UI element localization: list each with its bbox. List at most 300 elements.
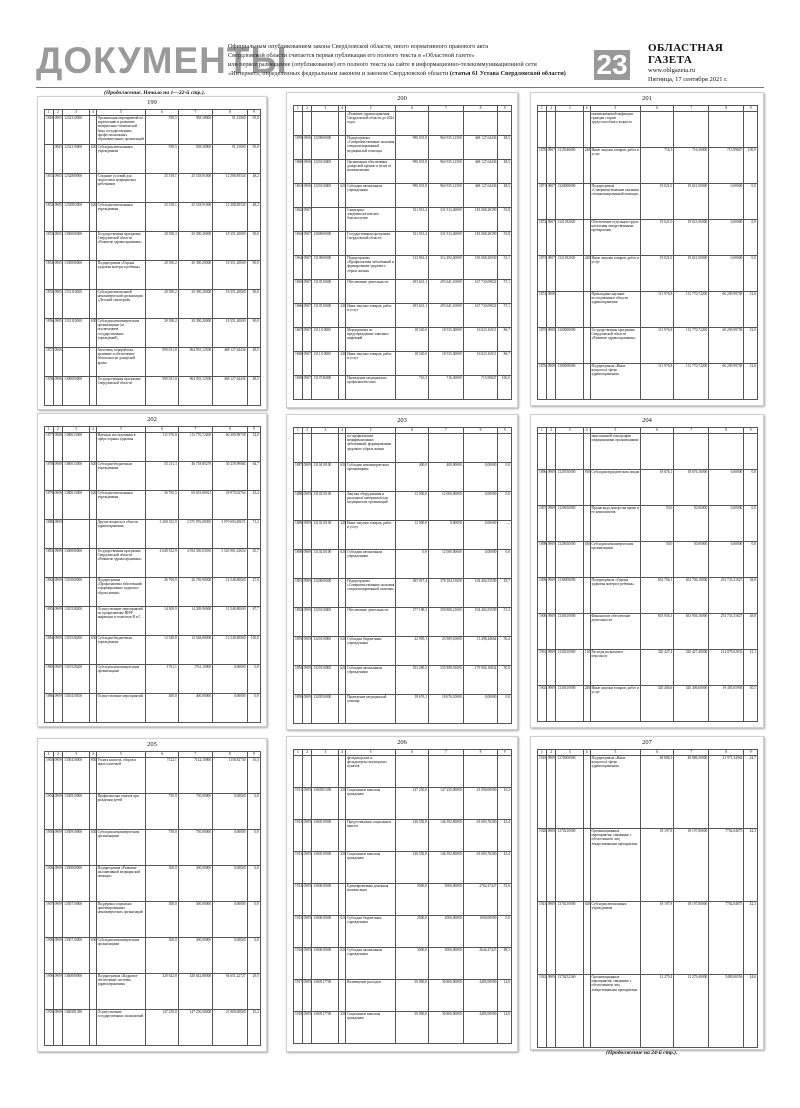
table-cell — [339, 328, 346, 352]
table-cell: 958,5 — [146, 145, 178, 174]
table-cell: 312 861,4 — [396, 256, 429, 280]
table-cell: 1310210100 — [312, 550, 339, 579]
table-cell: 1310510000 — [312, 304, 339, 328]
column-header: 3 — [556, 106, 583, 112]
table-cell: 1855. — [45, 290, 54, 319]
column-header: 9 — [744, 750, 758, 756]
table-cell: Единовременная денежная компенсация — [346, 884, 396, 916]
table-cell: 146 592,80000 — [429, 820, 464, 852]
table-cell — [396, 434, 429, 463]
table-cell: 0,0 — [744, 542, 758, 578]
table-cell: 1370252160 — [556, 975, 583, 1048]
table-cell: 331 913,40000 — [429, 208, 464, 232]
table-cell: 0909 — [302, 579, 312, 608]
table-cell: 0909 — [53, 694, 63, 723]
table-cell: 2702,47427 — [463, 884, 498, 916]
table-cell: 1897. — [538, 506, 547, 542]
column-header: 5 — [590, 106, 641, 112]
table-cell: 1863. — [294, 232, 303, 256]
table-cell: 1921. — [538, 902, 547, 975]
table-row — [45, 549, 261, 578]
table-cell: 1886. — [45, 694, 54, 723]
document-sheet — [530, 92, 764, 406]
column-header: 3 — [556, 750, 583, 756]
table-cell — [463, 112, 498, 136]
table-cell: 18 520,0 — [396, 328, 429, 352]
table-cell: 16,2 — [498, 788, 512, 820]
table-cell: 55,8 — [498, 208, 512, 232]
table-cell: 964 935,12500 — [429, 184, 464, 208]
column-header: 1 — [45, 752, 54, 758]
table-cell: 0,0 — [744, 220, 758, 256]
table-cell: 1868. — [294, 352, 303, 376]
table-cell: 377 188,3 — [396, 608, 429, 637]
column-header: 4 — [339, 106, 346, 112]
table-cell: 1914. — [294, 884, 303, 916]
table-cell: 50,0 — [641, 506, 674, 542]
table-cell: 71,2 — [247, 520, 260, 549]
table-cell: 25 518,91000 — [178, 203, 212, 232]
table-cell: 12 279,40000 — [674, 975, 709, 1048]
table-cell: 0907 — [302, 304, 312, 328]
table-cell: 300,00000 — [178, 866, 212, 902]
table-cell: 38,8 — [744, 578, 758, 614]
continued-from-note: (Продолжение. Начало на 1—22-й стр.). — [104, 90, 206, 96]
table-cell: 25 518,91000 — [178, 174, 212, 203]
table-cell — [429, 756, 464, 788]
table-cell: 468 127,64436 — [463, 136, 498, 160]
table-cell: 716,30000 — [674, 148, 709, 184]
table-cell: 1320550000 — [312, 695, 339, 724]
table-cell: Социальные выплаты гражданам — [346, 788, 396, 820]
table-cell: 65,7 — [247, 549, 260, 578]
column-header: 6 — [641, 750, 674, 756]
table-cell: 18 676,1 — [396, 695, 429, 724]
table-cell: 147 250,0 — [146, 1010, 178, 1046]
table-cell: 300,0 — [146, 866, 178, 902]
table-cell: 0908 — [53, 462, 63, 491]
table-cell: 1310546800 — [556, 148, 583, 184]
table-cell: 0906 — [53, 377, 63, 406]
table-cell: 3000,0 — [396, 948, 429, 980]
table-cell: 1350710000 — [63, 902, 90, 938]
table-cell: 1910. — [45, 1010, 54, 1046]
column-header: 9 — [498, 428, 512, 434]
table-cell: 1909. — [45, 974, 54, 1010]
table-cell — [556, 292, 583, 328]
table-cell: 1370210000 — [556, 829, 583, 902]
table-cell: 0907 — [546, 184, 556, 220]
table-cell: 0909 — [302, 852, 312, 884]
table-row — [538, 542, 758, 578]
table-cell: 55,8 — [498, 232, 512, 256]
column-header: 6 — [146, 752, 178, 758]
column-header: 3 — [63, 752, 90, 758]
table-cell: 88,1 — [498, 948, 512, 980]
column-header: 2 — [302, 106, 312, 112]
table-cell: 0909 — [546, 686, 556, 722]
table-cell: Создание условий для подготовки медицинских работников — [96, 174, 146, 203]
table-row — [538, 902, 758, 975]
table-cell: 0,00000 — [463, 695, 498, 724]
newspaper-site: www.oblgazeta.ru — [648, 67, 696, 74]
table-cell: Государственная программа Свердловской области «Развитие здравоохранения» — [96, 549, 146, 578]
table-cell: 0,0 — [247, 902, 260, 938]
continued-to-note: (Продолжение на 24-й стр.). — [606, 1050, 678, 1056]
table-cell: Подпрограмма «Кадровое обеспечение системы здравоохранения» — [96, 974, 146, 1010]
table-cell: Субсидии некоммерческим организациям — [96, 938, 146, 974]
table-row — [294, 463, 512, 492]
table-cell: 1310410100 — [312, 463, 339, 492]
sheet-number: 205 — [147, 741, 157, 748]
table-cell: 0905 — [53, 203, 63, 232]
table-row — [538, 578, 758, 614]
issue-date: Пятница, 17 сентября 2021 г. — [648, 76, 728, 83]
table-cell: 2644,47427 — [463, 948, 498, 980]
table-cell: 48,5 — [498, 160, 512, 184]
table-cell: 0908 — [546, 364, 556, 400]
table-cell — [89, 902, 96, 938]
table-cell: 90,0 — [247, 232, 260, 261]
table-cell: 0909 — [302, 637, 312, 666]
table-cell: 1895. — [294, 695, 303, 724]
table-cell: 0907 — [302, 208, 312, 232]
table-cell: 111 976,8 — [146, 433, 178, 462]
table-cell: 1857. — [45, 348, 54, 377]
table-cell — [339, 280, 346, 304]
table-cell: 0,00000 — [709, 542, 744, 578]
table-cell: 179 906,10842 — [463, 666, 498, 695]
column-header: 7 — [178, 110, 212, 116]
table-cell: 1872. — [538, 220, 547, 256]
table-cell: 147 250,00000 — [178, 1010, 212, 1046]
table-cell: 20 390,20000 — [178, 290, 212, 319]
table-row — [294, 579, 512, 608]
table-cell: 14 309,90000 — [178, 607, 212, 636]
table-cell: 1360610000 — [312, 948, 339, 980]
table-cell: 293 641,10000 — [429, 280, 464, 304]
table-row — [45, 902, 261, 938]
table-cell — [396, 112, 429, 136]
table-cell: 0907 — [302, 328, 312, 352]
column-header: 5 — [96, 427, 146, 433]
column-header: 8 — [213, 427, 247, 433]
table-cell: Субсидии автономным учреждениям — [346, 184, 396, 208]
column-header: 2 — [302, 750, 312, 756]
table-cell: 23 900,00000 — [463, 788, 498, 820]
table-cell: 0909 — [546, 829, 556, 902]
table-cell: 18 351,20000 — [213, 290, 247, 319]
table-cell: 630 — [339, 463, 346, 492]
table-cell: 1880. — [45, 520, 54, 549]
table-row — [294, 756, 512, 788]
table-cell: 50,00000 — [674, 542, 709, 578]
table-cell: 0909 — [53, 830, 63, 866]
table-cell: 0906 — [302, 136, 312, 160]
table-cell: «Развитие здравоохранения Свердловской области до 2024 года» — [346, 112, 396, 136]
table-cell: 94 651,22727 — [213, 974, 247, 1010]
sheet-number: 206 — [397, 739, 407, 746]
column-header: 5 — [346, 750, 396, 756]
table-cell: 1877. — [45, 433, 54, 462]
table-cell: 1892. — [294, 608, 303, 637]
table-cell: 630 — [89, 636, 96, 665]
table-cell — [302, 434, 312, 463]
table-cell: 1869. — [294, 376, 303, 400]
table-cell: 0909 — [546, 578, 556, 614]
table-cell — [546, 434, 556, 470]
table-row — [45, 116, 261, 145]
table-cell: 0,0 — [744, 184, 758, 220]
table-cell: Субсидии некоммерческим организациям — [590, 542, 641, 578]
table-cell: 4 934 350,03550 — [178, 549, 212, 578]
table-cell: 19 021,00000 — [674, 256, 709, 292]
table-row — [294, 637, 512, 666]
document-sheet — [286, 414, 518, 730]
table-row — [294, 304, 512, 328]
column-header: 1 — [294, 750, 303, 756]
table-row — [45, 578, 261, 607]
table-cell: 2000,00000 — [429, 916, 464, 948]
table-cell: 0909 — [53, 665, 63, 694]
table-cell: Организация мероприятий по укреплению и развитию материально-технической базы государственных профессиональных образовательных организаций — [96, 116, 146, 145]
table-cell: 1856. — [45, 319, 54, 348]
table-cell: 30 800,0 — [396, 1012, 429, 1044]
table-cell: Субсидии некоммерческим организациям — [96, 830, 146, 866]
table-cell: 1360510000 — [312, 852, 339, 884]
table-cell — [89, 348, 96, 377]
column-header: 1 — [538, 106, 547, 112]
table-cell — [744, 112, 758, 148]
table-row — [538, 148, 758, 184]
table-cell: 5480,06556 — [709, 975, 744, 1048]
table-cell: 1330000000 — [556, 578, 583, 614]
column-header: 2 — [546, 750, 556, 756]
table-cell: 1761,10000 — [178, 665, 212, 694]
table-cell — [339, 434, 346, 463]
column-header: 9 — [744, 106, 758, 112]
table-row — [294, 136, 512, 160]
table-cell: 1300000000 — [556, 328, 583, 364]
table-cell: 0,00000 — [213, 866, 247, 902]
table-row — [294, 608, 512, 637]
table-cell: 750,00000 — [178, 794, 212, 830]
table-row — [45, 290, 261, 319]
table-cell: 964 935,12500 — [429, 160, 464, 184]
table-cell: 0,00000 — [213, 665, 247, 694]
table-row — [294, 948, 512, 980]
table-cell: 0909 — [546, 470, 556, 506]
table-cell — [89, 1010, 96, 1046]
table-cell: Заготовка, переработка, хранение и обеспечение безопасности донорской крови — [96, 348, 146, 377]
table-cell: 320 642,8 — [146, 974, 178, 1010]
table-cell: 113 770,72200 — [674, 328, 709, 364]
table-row — [538, 650, 758, 686]
table-cell: 49,7 — [498, 579, 512, 608]
table-cell: 1320650000 — [556, 542, 583, 578]
table-row — [45, 348, 261, 377]
table-cell: 716,3 — [641, 148, 674, 184]
table-cell: Иные закупки товаров, работ и услуг — [590, 148, 641, 184]
table-cell: 312 492,40000 — [429, 256, 464, 280]
table-cell: Профилактика отказов при рождении детей — [96, 794, 146, 830]
table-cell: 620 — [583, 902, 590, 975]
table-cell: 0909 — [302, 550, 312, 579]
table-cell: 0,0 — [744, 256, 758, 292]
table-cell: Финансовое обеспечение деятельности — [590, 614, 641, 650]
table-cell: 293 641,1 — [396, 304, 429, 328]
table-cell: 0909 — [302, 521, 312, 550]
table-cell: 12 000,0 — [396, 492, 429, 521]
table-cell: Обеспечение отдельных групп населения лекарственными препаратами — [590, 220, 641, 256]
table-cell: 750,0 — [146, 830, 178, 866]
table-cell — [294, 434, 303, 463]
table-cell: 1320110000 — [312, 608, 339, 637]
table-cell: Субсидии некоммерческим организациям — [96, 665, 146, 694]
table-cell — [709, 112, 744, 148]
table-cell: 0909 — [53, 938, 63, 974]
table-cell: 21 971,34962 — [709, 756, 744, 829]
table-cell: — — [498, 521, 512, 550]
table-cell: 20 390,3 — [146, 232, 178, 261]
column-header: 2 — [546, 428, 556, 434]
table-cell: 1904. — [45, 794, 54, 830]
table-cell: 0909 — [53, 758, 63, 794]
table-cell: 1360510000 — [312, 820, 339, 852]
table-cell — [89, 116, 96, 145]
table-cell: Государственная программа Свердловской области «Развитие здравоохранения» — [590, 328, 641, 364]
table-cell: 23 900,00000 — [213, 1010, 247, 1046]
table-cell — [538, 434, 547, 470]
table-cell: 326 406,6 — [641, 686, 674, 722]
table-cell: Субсидии некоммерческим организациям — [346, 463, 396, 492]
table-cell: Иные закупки товаров, работ и услуг — [590, 686, 641, 722]
notice-bold: (статья 61 Устава Свердловской области) — [449, 70, 566, 77]
table-cell: Иные закупки товаров, работ и услуг — [346, 521, 396, 550]
table-cell: 167 730,09822 — [463, 280, 498, 304]
table-cell: 0907 — [302, 280, 312, 304]
table-cell — [89, 665, 96, 694]
table-cell: Государственная программа Свердловской области «Развитие здравоохранения» — [96, 232, 146, 261]
table-cell: 5000,00000 — [429, 884, 464, 916]
table-cell: 0905 — [53, 174, 63, 203]
page-number: 23 — [594, 50, 630, 80]
table-cell: 0,0 — [396, 550, 429, 579]
table-cell: 63 683,76300 — [463, 820, 498, 852]
table-cell — [583, 975, 590, 1048]
table-cell: 0908 — [53, 433, 63, 462]
table-cell: 1360610000 — [312, 916, 339, 948]
table-cell: 620 — [89, 203, 96, 232]
table-cell — [312, 208, 339, 232]
table-cell: Подпрограмма «Совершенствование оказания специализированной помощи» — [590, 184, 641, 220]
table-cell: 630 — [89, 830, 96, 866]
table-row — [45, 319, 261, 348]
column-header: 7 — [429, 750, 464, 756]
table-cell: 3 545 901,43654 — [213, 549, 247, 578]
table-cell: 147 250,0 — [396, 788, 429, 820]
table-cell: 25 518,1 — [146, 203, 178, 232]
table-cell — [339, 756, 346, 788]
table-cell: 1320110000 — [312, 160, 339, 184]
table-cell: 1853. — [45, 232, 54, 261]
column-header: 9 — [247, 427, 260, 433]
table-cell: 468 127,64436 — [463, 160, 498, 184]
table-row — [294, 521, 512, 550]
table-cell: Подпрограмма «Совершенствование оказания специализированной помощи» — [346, 579, 396, 608]
table-cell: 43,4 — [498, 820, 512, 852]
table-cell: 240 — [583, 148, 590, 184]
table-cell: 0,00000 — [463, 550, 498, 579]
table-cell: 385 917,4 — [396, 579, 429, 608]
table-cell: 57,1 — [498, 304, 512, 328]
table-cell — [674, 112, 709, 148]
table-cell: 1922. — [538, 975, 547, 1048]
table-row — [45, 174, 261, 203]
table-row — [294, 980, 512, 1012]
table-cell — [396, 756, 429, 788]
table-cell: 1320110000 — [312, 184, 339, 208]
table-row — [45, 491, 261, 520]
table-cell: 240 — [339, 304, 346, 328]
table-cell: 1861. — [294, 184, 303, 208]
table-cell: 300,0 — [146, 902, 178, 938]
table-cell: 0,0 — [247, 665, 260, 694]
table-cell: 4 648 352,9 — [146, 549, 178, 578]
table-cell: 400,00000 — [429, 463, 464, 492]
table-cell: 331 913,40000 — [429, 232, 464, 256]
table-cell: 23 909,10000 — [429, 637, 464, 666]
table-cell: 13 498,44664 — [463, 637, 498, 666]
column-header: 3 — [312, 106, 339, 112]
table-cell: Подпрограмма «Иные вопросы в сфере здравоохранения» — [590, 756, 641, 829]
table-cell — [339, 256, 346, 280]
table-cell: 44,7 — [744, 756, 758, 829]
table-cell: 111 976,8 — [641, 292, 674, 328]
table-cell: 146 592,8 — [396, 820, 429, 852]
table-cell: 620 — [89, 491, 96, 520]
table-cell — [339, 695, 346, 724]
table-cell: 18 197,80000 — [674, 902, 709, 975]
document-sheet — [530, 414, 764, 728]
table-cell: 48,5 — [498, 184, 512, 208]
table-cell: 331 913,4 — [396, 208, 429, 232]
table-cell: 63 683,76300 — [463, 852, 498, 884]
table-cell — [556, 434, 583, 470]
table-cell: 1310210100 — [312, 521, 339, 550]
table-cell: 0,00000 — [463, 492, 498, 521]
column-header: 3 — [312, 750, 339, 756]
table-cell: 1887. — [294, 463, 303, 492]
table-cell: 1885. — [45, 665, 54, 694]
table-cell: 1911. — [294, 788, 303, 820]
table-cell: 0905 — [53, 261, 63, 290]
table-cell: 240 — [339, 521, 346, 550]
document-sheet — [37, 738, 267, 1052]
table-cell: Субсидии юридическим лицам — [590, 470, 641, 506]
sheet-number: 207 — [642, 739, 652, 746]
table-cell: 320 — [339, 852, 346, 884]
table-cell: 0909 — [546, 902, 556, 975]
table-cell: 240 — [583, 686, 590, 722]
table-cell: 0907 — [302, 232, 312, 256]
table-cell: 0905 — [53, 145, 63, 174]
column-header: 3 — [312, 428, 339, 434]
table-cell — [674, 434, 709, 470]
table-row — [538, 506, 758, 542]
table-cell: 750,00000 — [178, 830, 212, 866]
table-cell: 1232310000 — [63, 116, 90, 145]
